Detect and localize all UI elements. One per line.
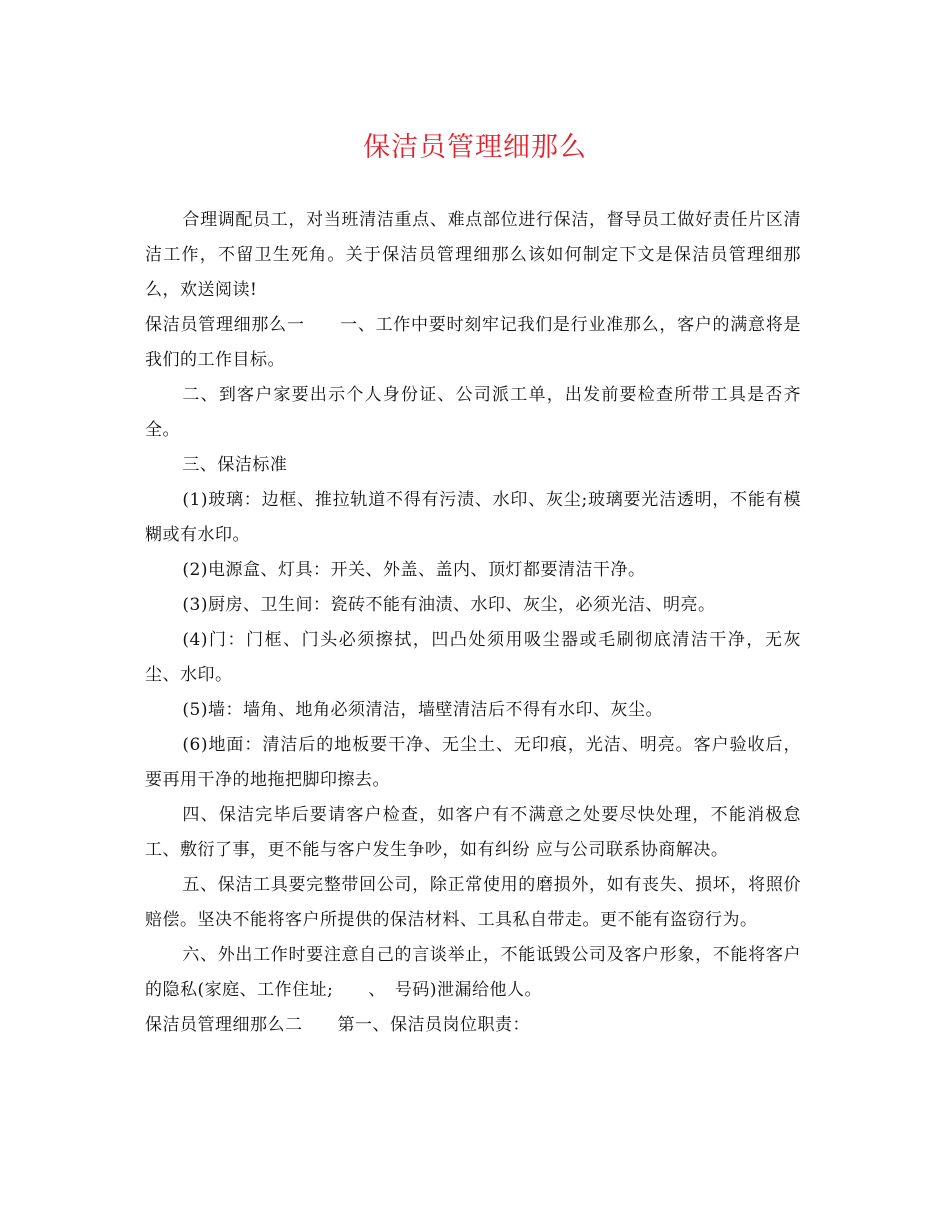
paragraph-standard-wall: (5)墙：墙角、地角必须清洁，墙壁清洁后不得有水印、灰尘。: [182, 700, 663, 720]
paragraph-rule-five: 五、保洁工具要完整带回公司，除正常使用的磨损外，如有丧失、损坏，将照价赔偿。坚决不能将客户所提供的保洁材料、工具私自带走。更不能有盗窃行为。: [145, 875, 801, 930]
paragraph-section-one-heading: 保洁员管理细那么一 一、工作中要时刻牢记我们是行业准那么，客户的满意将是我们的工作目标。: [145, 315, 801, 370]
paragraph-section-two-heading: 保洁员管理细那么二 第一、保洁员岗位职责：: [145, 1015, 530, 1035]
paragraph-rule-four: 四、保洁完毕后要请客户检查，如客户有不满意之处要尽快处理，不能消极怠工、敷衍了事，更不能与客户发生争吵，如有纠纷 应与公司联系协商解决。: [145, 805, 801, 860]
paragraph-standard-floor: (6)地面：清洁后的地板要干净、无尘土、无印痕，光洁、明亮。客户验收后，要再用干净的地拖把脚印擦去。: [145, 735, 801, 790]
paragraph-intro: 合理调配员工，对当班清洁重点、难点部位进行保洁，督导员工做好责任片区清洁工作，不留卫生死角。关于保洁员管理细那么该如何制定下文是保洁员管理细那么，欢送阅读!: [145, 210, 801, 300]
document-title: 保洁员管理细那么: [363, 132, 587, 163]
document-body: [145, 203, 801, 1043]
paragraph-rule-two: 二、到客户家要出示个人身份证、公司派工单，出发前要检查所带工具是否齐全。: [145, 385, 801, 440]
paragraph-rule-three: 三、保洁标准: [182, 455, 288, 475]
paragraph-standard-kitchen: (3)厨房、卫生间：瓷砖不能有油渍、水印、灰尘，必须光洁、明亮。: [182, 595, 716, 615]
paragraph-standard-lighting: (2)电源盒、灯具：开关、外盖、盖内、顶灯都要清洁干净。: [182, 560, 646, 580]
paragraph-standard-door: (4)门：门框、门头必须擦拭，凹凸处须用吸尘器或毛刷彻底清洁干净，无灰尘、水印。: [145, 630, 801, 685]
paragraph-standard-glass: (1)玻璃：边框、推拉轨道不得有污渍、水印、灰尘;玻璃要光洁透明，不能有模糊或有水印。: [145, 490, 801, 545]
paragraph-rule-six: 六、外出工作时要注意自己的言谈举止，不能诋毁公司及客户形象，不能将客户的隐私(家庭、工作住址; 、 号码)泄漏给他人。: [145, 945, 801, 1000]
